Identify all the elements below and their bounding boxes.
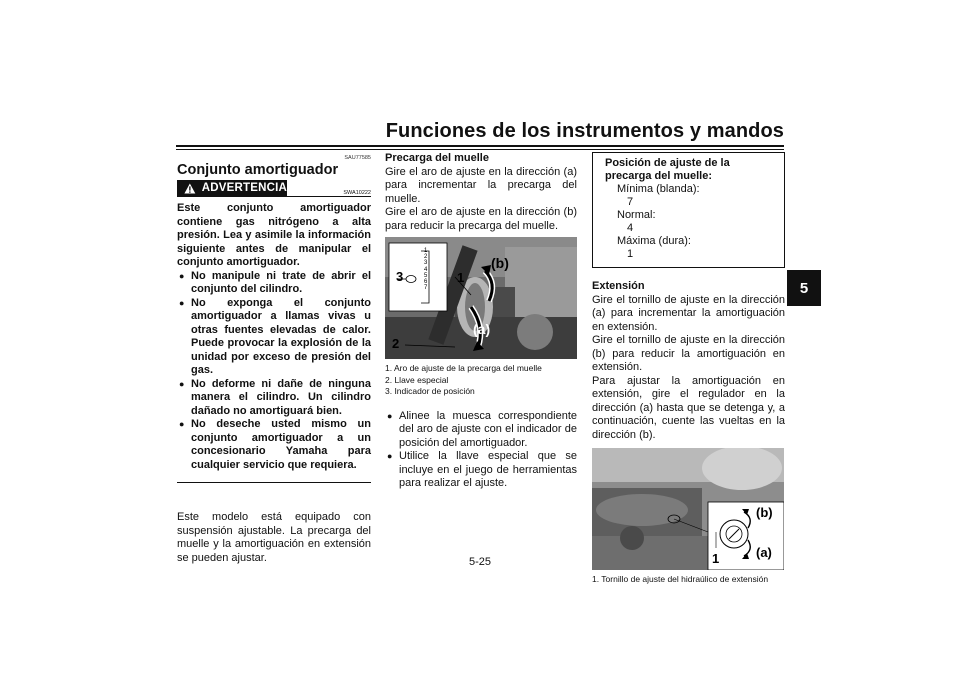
- warning-item: ● No exponga el conjunto amortiguador a llamas vivas u otras fuentes elevadas de calor. Puede provocar la explosión de la unidad por exceso de presión del gas.: [177, 297, 371, 378]
- left-column: [177, 152, 371, 565]
- rebound-subtitle: Extensión: [592, 280, 645, 292]
- rebound-caption: 1. Tornillo de ajuste del hidraúlico de extensión: [592, 574, 769, 584]
- page-header-title: Funciones de los instrumentos y mandos: [385, 120, 784, 142]
- rebound-paragraph-a: Gire el tornillo de ajuste en la dirección (a) para incrementar la amortiguación en extensión.: [592, 293, 785, 333]
- preload-settings-box: [592, 152, 785, 268]
- settings-title: Posición de ajuste de la precarga del muelle:: [605, 157, 730, 182]
- normal-value: 4: [627, 222, 634, 234]
- section-title: Conjunto amortiguador: [177, 161, 339, 178]
- right-column: [592, 152, 785, 586]
- preload-paragraph-a: Gire el aro de ajuste en la dirección (a) para incrementar la precarga del muelle.: [385, 165, 577, 205]
- shock-absorber-photo: [385, 237, 577, 359]
- preload-figure: [385, 237, 577, 359]
- warning-end-rule: [177, 482, 371, 483]
- rebound-figure: [592, 448, 784, 570]
- warning-triangle-icon: [184, 182, 196, 195]
- section-code: SAU77585: [344, 155, 371, 161]
- label-a: (a): [756, 545, 772, 560]
- label-a: (a): [473, 321, 491, 337]
- caption-line: 1. Aro de ajuste de la precarga del muelle: [385, 363, 542, 373]
- warning-item: ● No manipule ni trate de abrir el conjunto del cilindro.: [177, 270, 371, 297]
- label-1: 1: [457, 270, 465, 285]
- preload-captions: [385, 363, 577, 398]
- warning-badge: [177, 180, 287, 197]
- warning-intro: Este conjunto amortiguador contiene gas nitrógeno a alta presión. Lea y asimile la información siguiente antes de manipular el conjunto amortiguador.: [177, 202, 371, 268]
- preload-subtitle: Precarga del muelle: [385, 152, 489, 164]
- preload-paragraph-b: Gire el aro de ajuste en la dirección (b) para reducir la precarga del muelle.: [385, 206, 577, 232]
- warning-header: [177, 180, 371, 198]
- label-3: 3: [396, 269, 404, 284]
- header-rule: [176, 145, 784, 147]
- warning-body: [177, 202, 371, 472]
- label-b: (b): [756, 505, 773, 520]
- page-number: 5-25: [468, 556, 492, 568]
- max-value: 1: [627, 248, 634, 260]
- min-value: 7: [627, 196, 634, 208]
- label-b: (b): [491, 255, 509, 271]
- max-label: Máxima (dura):: [617, 235, 691, 247]
- rebound-paragraph-b: Gire el tornillo de ajuste en la dirección (b) para reducir la amortiguación en extensión.: [592, 334, 785, 373]
- intro-paragraph: Este modelo está equipado con suspensión ajustable. La precarga del muelle y la amortiguación en extensión se pueden ajustar.: [177, 511, 371, 564]
- header-rule-thin: [176, 149, 784, 150]
- caption-line: 3. Indicador de posición: [385, 386, 475, 396]
- warning-item: ● No deforme ni dañe de ninguna manera el cilindro. Un cilindro dañado no amortiguará bien.: [177, 378, 371, 419]
- label-2: 2: [392, 336, 400, 351]
- warning-list: [177, 270, 371, 473]
- label-1: 1: [712, 551, 720, 566]
- warning-item: ● No deseche usted mismo un conjunto amortiguador a un concesionario Yamaha para cualquier servicio que requiera.: [177, 418, 371, 472]
- instruction-item: ● Alinee la muesca correspondiente del aro de ajuste con el indicador de posición del amortiguador.: [385, 410, 577, 451]
- rebound-paragraph-c: Para ajustar la amortiguación en extensión, gire el regulador en la dirección (a) hasta que se detenga y, a continuación, cuente las vueltas en la dirección (b).: [592, 374, 785, 441]
- warning-label: ADVERTENCIA: [201, 181, 287, 194]
- caption-line: 2. Llave especial: [385, 374, 449, 385]
- position-scale: 1 2 3 4 5 6 7: [424, 248, 428, 292]
- preload-instructions: [385, 410, 577, 491]
- normal-label: Normal:: [617, 209, 656, 221]
- warning-code: SWA10222: [343, 190, 371, 196]
- instruction-item: ● Utilice la llave especial que se incluye en el juego de herramientas para realizar el ajuste.: [385, 450, 577, 491]
- warning-rule: [287, 196, 371, 197]
- min-label: Mínima (blanda):: [617, 183, 700, 195]
- middle-column: [385, 152, 577, 491]
- chapter-tab[interactable]: 5: [787, 270, 821, 306]
